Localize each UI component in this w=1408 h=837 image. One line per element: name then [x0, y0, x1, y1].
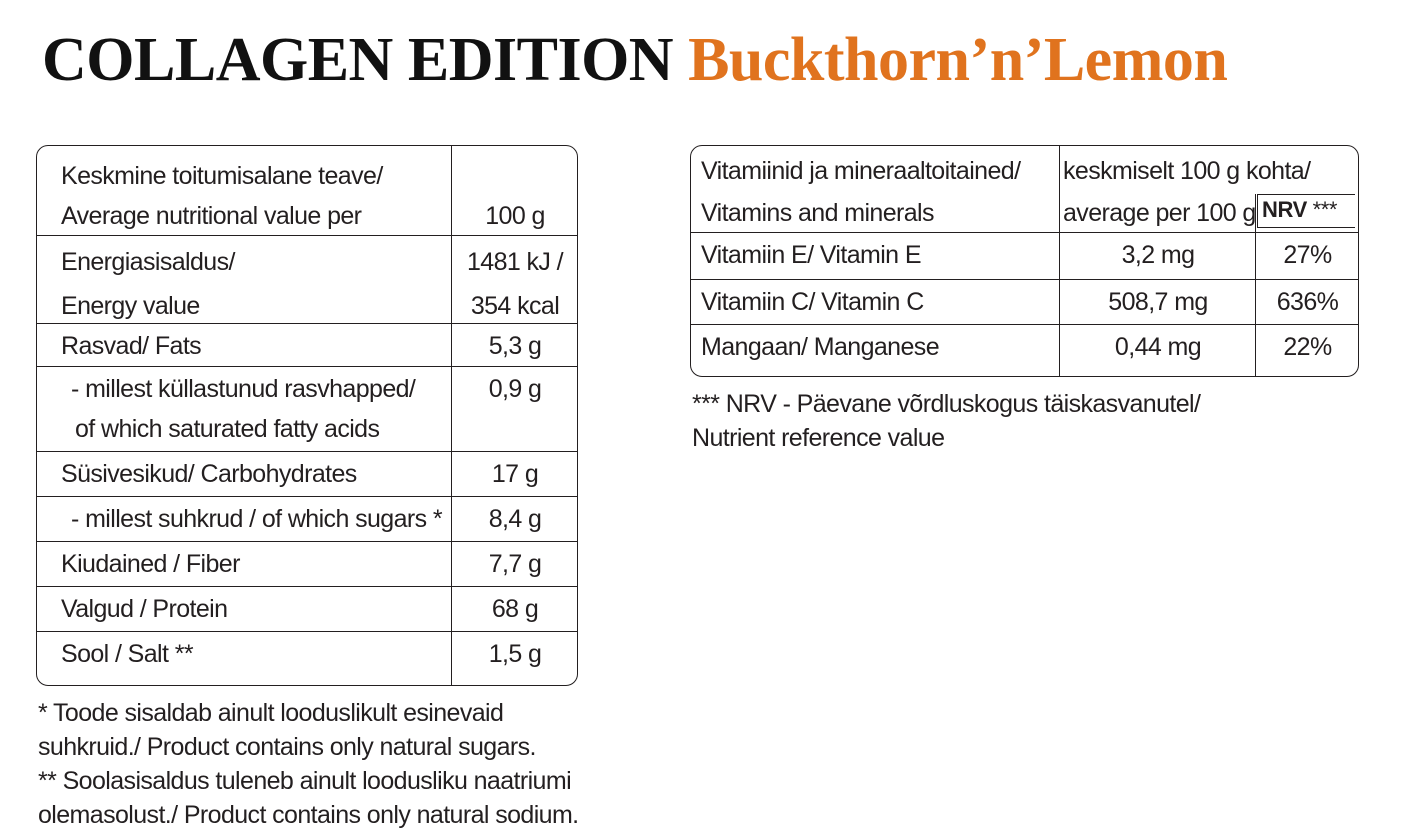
vitamins-header-amount-line1: keskmiselt 100 g kohta/ — [1063, 157, 1311, 185]
table-row — [37, 586, 577, 631]
footnote-sugars-line2: suhkruid./ Product contains only natural sugars. — [38, 733, 536, 761]
table-row — [37, 323, 577, 366]
row-label-vitamin-c: Vitamiin C/ Vitamin C — [701, 288, 924, 316]
vitamins-table — [690, 145, 1359, 377]
vitamins-header-label — [691, 146, 1059, 232]
nutrition-header-row — [37, 146, 577, 235]
title-flavor: Buckthorn’n’Lemon — [688, 26, 1228, 94]
product-title — [42, 20, 1227, 100]
vitamins-header-amount-line2: average per 100 g — [1063, 199, 1256, 227]
row-value-saturated: 0,9 g — [488, 375, 542, 403]
row-value-sugars: 8,4 g — [488, 505, 542, 533]
row-value-protein: 68 g — [491, 595, 539, 623]
row-label-protein: Valgud / Protein — [61, 595, 228, 623]
footnote-nrv-line2: Nutrient reference value — [692, 424, 945, 452]
row-amount-vitamin-c: 508,7 mg — [1108, 288, 1208, 316]
nrv-header — [1257, 194, 1355, 228]
nrv-header-stars: *** — [1312, 197, 1338, 222]
vitamins-footnotes — [692, 387, 1200, 455]
vitamins-header-row — [691, 146, 1358, 232]
table-row — [691, 232, 1358, 279]
title-collagen-edition: COLLAGEN EDITION — [42, 26, 674, 94]
table-row — [37, 366, 577, 451]
nutrition-header-value: 100 g — [485, 202, 545, 230]
nutrition-header-label-line1: Keskmine toitumisalane teave/ — [61, 162, 383, 190]
saturated-label-line1: - millest küllastunud rasvhapped/ — [71, 375, 416, 403]
row-nrv-vitamin-c: 636% — [1276, 288, 1339, 316]
table-row — [37, 541, 577, 586]
energy-label-line1: Energiasisaldus/ — [61, 248, 235, 276]
row-nrv-vitamin-e: 27% — [1283, 241, 1332, 269]
saturated-label-line2: of which saturated fatty acids — [75, 415, 380, 443]
row-label-energy — [37, 236, 451, 323]
row-label-manganese: Mangaan/ Manganese — [701, 333, 939, 361]
table-row — [37, 631, 577, 686]
row-value-fats: 5,3 g — [488, 332, 542, 360]
footnote-nrv-line1: *** NRV - Päevane võrdluskogus täiskasvanutel/ — [692, 390, 1201, 418]
footnote-sodium-line2: olemasolust./ Product contains only natural sodium. — [38, 801, 579, 829]
nutrition-header-label — [37, 146, 451, 235]
row-label-fats: Rasvad/ Fats — [61, 332, 202, 360]
table-row — [37, 235, 577, 323]
row-value-carbohydrates: 17 g — [491, 460, 539, 488]
table-row — [37, 451, 577, 496]
table-row — [691, 324, 1358, 377]
row-value-salt: 1,5 g — [488, 640, 542, 668]
row-amount-vitamin-e: 3,2 mg — [1121, 241, 1195, 269]
nutrition-header-label-line2: Average nutritional value per — [61, 202, 362, 230]
nrv-header-label: NRV — [1262, 197, 1307, 222]
footnote-sugars-line1: * Toode sisaldab ainult looduslikult esinevaid — [38, 699, 504, 727]
row-value-fiber: 7,7 g — [488, 550, 542, 578]
row-label-fiber: Kiudained / Fiber — [61, 550, 240, 578]
vitamins-header-label-line2: Vitamins and minerals — [701, 199, 934, 227]
row-value-energy — [453, 236, 577, 323]
table-row — [691, 279, 1358, 324]
energy-value-kcal: 354 kcal — [470, 292, 560, 320]
energy-label-line2: Energy value — [61, 292, 200, 320]
row-amount-manganese: 0,44 mg — [1114, 333, 1202, 361]
row-label-vitamin-e: Vitamiin E/ Vitamin E — [701, 241, 921, 269]
footnote-sodium-line1: ** Soolasisaldus tuleneb ainult loodusliku naatriumi — [38, 767, 572, 795]
table-row — [37, 496, 577, 541]
row-label-salt: Sool / Salt ** — [61, 640, 193, 668]
row-label-sugars: - millest suhkrud / of which sugars * — [71, 505, 443, 533]
vitamins-header-label-line1: Vitamiinid ja mineraaltoitained/ — [701, 157, 1021, 185]
row-nrv-manganese: 22% — [1283, 333, 1332, 361]
nutrition-footnotes — [38, 696, 579, 832]
row-label-carbohydrates: Süsivesikud/ Carbohydrates — [61, 460, 357, 488]
nutrition-table — [36, 145, 578, 686]
row-label-saturated — [37, 367, 451, 451]
energy-value-kj: 1481 kJ / — [466, 248, 564, 276]
